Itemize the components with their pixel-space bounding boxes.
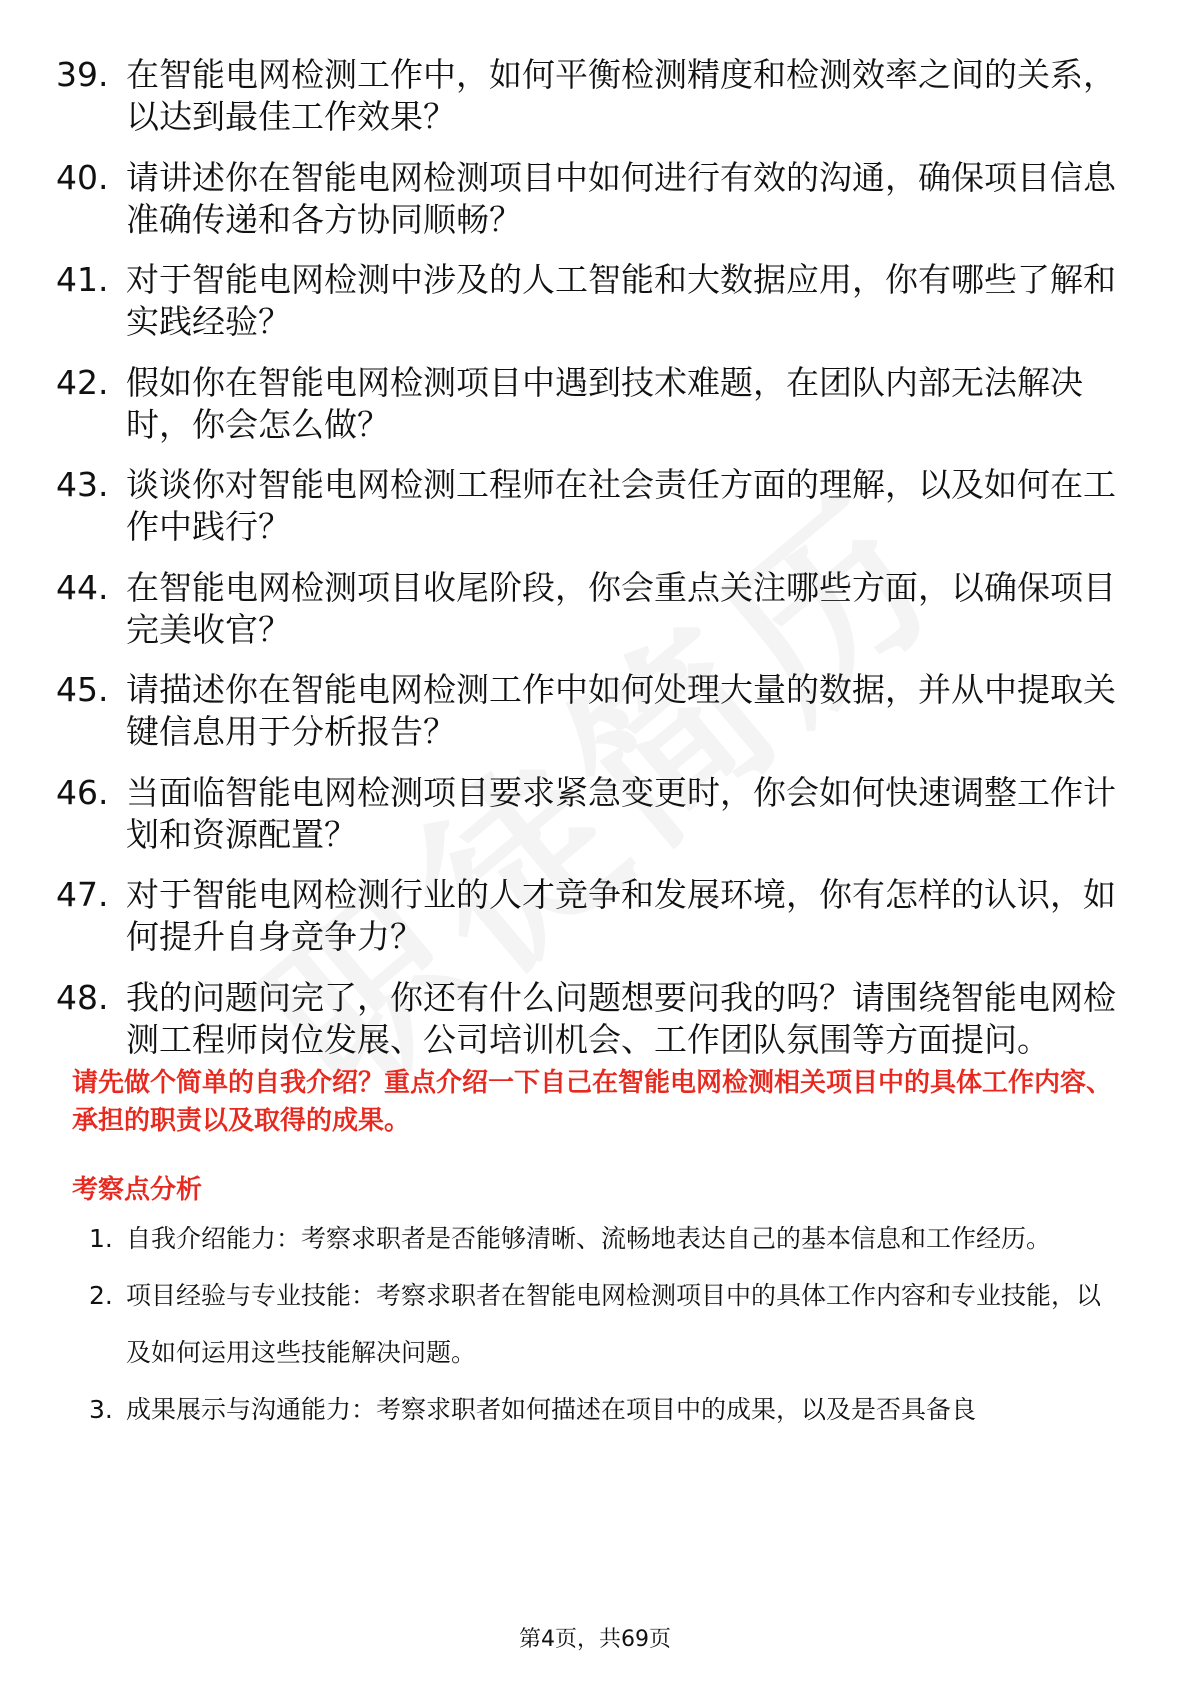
question-number: 41. [56, 260, 109, 299]
question-number: 48. [56, 977, 109, 1017]
point-number: 2. [89, 1281, 113, 1310]
analysis-point [0, 1267, 1116, 1381]
question-list [0, 54, 1190, 1079]
analysis-point [0, 1210, 1116, 1267]
question-text: 请讲述你在智能电网检测项目中如何进行有效的沟通，确保项目信息准确传递和各方协同顺畅？ [126, 157, 1116, 239]
question-number: 44. [56, 567, 109, 607]
question-number: 47. [56, 875, 109, 914]
question-item [0, 772, 1116, 856]
page-footer: 第4页，共69页 [519, 1627, 671, 1652]
point-number: 3. [89, 1395, 113, 1424]
question-text: 假如你在智能电网检测项目中遇到技术难题，在团队内部无法解决时，你会怎么做？ [126, 362, 1083, 444]
question-text: 请描述你在智能电网检测工作中如何处理大量的数据，并从中提取关键信息用于分析报告？ [126, 670, 1116, 751]
point-text: 自我介绍能力：考察求职者是否能够清晰、流畅地表达自己的基本信息和工作经历。 [126, 1224, 1052, 1253]
question-item [0, 669, 1116, 753]
question-text: 谈谈你对智能电网检测工程师在社会责任方面的理解，以及如何在工作中践行？ [126, 465, 1116, 546]
question-number: 46. [56, 772, 109, 812]
analysis-heading: 考察点分析 [72, 1175, 203, 1205]
question-item [0, 977, 1116, 1061]
point-text: 项目经验与专业技能：考察求职者在智能电网检测项目中的具体工作内容和专业技能，以及如何运用这些技能解决问题。 [126, 1281, 1102, 1367]
question-item [0, 157, 1116, 241]
question-number: 45. [56, 670, 109, 709]
question-item [0, 464, 1116, 548]
question-text: 当面临智能电网检测项目要求紧急变更时，你会如何快速调整工作计划和资源配置？ [126, 772, 1116, 854]
intro-question: 请先做个简单的自我介绍？重点介绍一下自己在智能电网检测相关项目中的具体工作内容、承担的职责以及取得的成果。 [72, 1068, 1113, 1136]
question-item [0, 567, 1116, 651]
question-item [0, 362, 1116, 446]
point-text: 成果展示与沟通能力：考察求职者如何描述在项目中的成果，以及是否具备良 [126, 1395, 977, 1424]
question-number: 43. [56, 465, 109, 504]
question-text: 对于智能电网检测中涉及的人工智能和大数据应用，你有哪些了解和实践经验？ [126, 260, 1116, 341]
question-item [0, 874, 1116, 958]
question-text: 我的问题问完了，你还有什么问题想要问我的吗？请围绕智能电网检测工程师岗位发展、公司培训机会、工作团队氛围等方面提问。 [126, 977, 1116, 1059]
question-item [0, 259, 1116, 343]
question-number: 39. [56, 55, 109, 94]
question-text: 在智能电网检测项目收尾阶段，你会重点关注哪些方面，以确保项目完美收官？ [126, 567, 1116, 649]
question-number: 42. [56, 362, 109, 402]
question-item [0, 54, 1116, 138]
question-number: 40. [56, 157, 109, 197]
point-number: 1. [89, 1224, 113, 1253]
question-text: 对于智能电网检测行业的人才竞争和发展环境，你有怎样的认识，如何提升自身竞争力？ [126, 875, 1116, 956]
analysis-point [0, 1381, 1116, 1438]
question-text: 在智能电网检测工作中，如何平衡检测精度和检测效率之间的关系，以达到最佳工作效果？ [126, 55, 1116, 136]
analysis-point-list [0, 1210, 1190, 1438]
